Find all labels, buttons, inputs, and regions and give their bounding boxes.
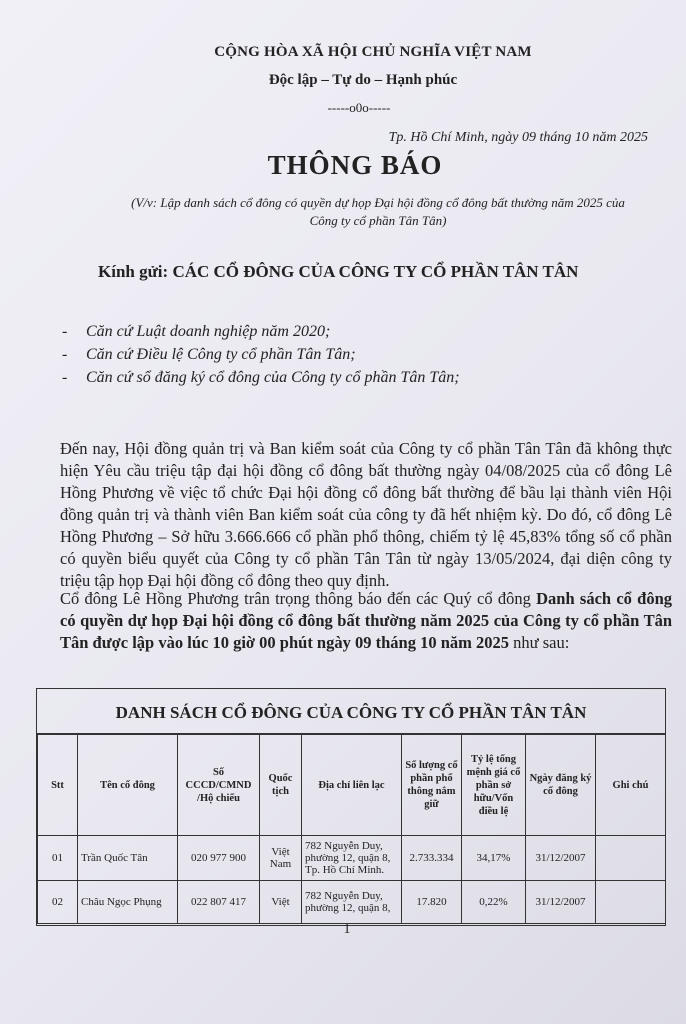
- paragraph2-intro: Cổ đông Lê Hồng Phương trân trọng thông báo đến các Quý cổ đông: [60, 589, 537, 608]
- document-title: THÔNG BÁO: [267, 150, 443, 180]
- cell-nationality: Việt: [260, 881, 302, 924]
- national-title: CỘNG HÒA XÃ HỘI CHỦ NGHĨA VIỆT NAM: [214, 44, 532, 60]
- col-header-stt: Stt: [38, 735, 78, 836]
- col-header-name: Tên cổ đông: [78, 735, 178, 836]
- cell-ratio: 34,17%: [462, 836, 526, 881]
- shareholder-table-container: [36, 688, 666, 926]
- shareholder-table: [37, 734, 666, 924]
- greeting-line: Kính gửi: CÁC CỔ ĐÔNG CỦA CÔNG TY CỔ PHẦN TÂN TÂN: [98, 262, 579, 281]
- cell-reg-date: 31/12/2007: [526, 881, 596, 924]
- cell-address: 782 Nguyễn Duy, phường 12, quận 8,: [302, 881, 402, 924]
- cell-id: 020 977 900: [178, 836, 260, 881]
- body-paragraph-2: [60, 588, 672, 654]
- cell-name: Châu Ngọc Phụng: [78, 881, 178, 924]
- paragraph2-bold: Danh sách cổ đông có quyền dự họp Đại hội đồng cổ đông bất thường năm 2025 của Công ty cổ phần Tân Tân được lập vào lúc 10 giờ 00 phút ngày 09 tháng 10 năm 2025: [60, 589, 672, 652]
- cell-shares: 2.733.334: [402, 836, 462, 881]
- table-header-row: [38, 735, 666, 836]
- col-header-id: Số CCCD/CMND /Hộ chiếu: [178, 735, 260, 836]
- cell-address: 782 Nguyễn Duy, phường 12, quận 8, Tp. Hồ Chí Minh.: [302, 836, 402, 881]
- cell-id: 022 807 417: [178, 881, 260, 924]
- cell-reg-date: 31/12/2007: [526, 836, 596, 881]
- table-row: [38, 881, 666, 924]
- paragraph2-outro: như sau:: [509, 633, 570, 652]
- col-header-shares: Số lượng cổ phần phổ thông nắm giữ: [402, 735, 462, 836]
- date-line: Tp. Hồ Chí Minh, ngày 09 tháng 10 năm 2025: [388, 130, 648, 145]
- cell-nationality: Việt Nam: [260, 836, 302, 881]
- cell-shares: 17.820: [402, 881, 462, 924]
- cell-note: [596, 836, 666, 881]
- national-motto: Độc lập – Tự do – Hạnh phúc: [268, 72, 458, 88]
- col-header-reg-date: Ngày đăng ký cổ đông: [526, 735, 596, 836]
- legal-basis-item: - Căn cứ sổ đăng ký cổ đông của Công ty cổ phần Tân Tân;: [62, 369, 460, 386]
- col-header-address: Địa chỉ liên lạc: [302, 735, 402, 836]
- page-number: 1: [343, 922, 351, 937]
- legal-basis-item: - Căn cứ Điều lệ Công ty cổ phần Tân Tân;: [62, 346, 356, 363]
- cell-note: [596, 881, 666, 924]
- cell-stt: 02: [38, 881, 78, 924]
- header-separator: -----o0o-----: [327, 100, 391, 115]
- document-subject: (V/v: Lập danh sách cổ đông có quyền dự họp Đại hội đồng cổ đông bất thường năm 2025 của Công ty cổ phần Tân Tân): [131, 195, 625, 228]
- cell-ratio: 0,22%: [462, 881, 526, 924]
- col-header-note: Ghi chú: [596, 735, 666, 836]
- table-row: [38, 836, 666, 881]
- table-title: DANH SÁCH CỔ ĐÔNG CỦA CÔNG TY CỔ PHẦN TÂN TÂN: [37, 689, 665, 734]
- col-header-nationality: Quốc tịch: [260, 735, 302, 836]
- cell-name: Trần Quốc Tân: [78, 836, 178, 881]
- cell-stt: 01: [38, 836, 78, 881]
- body-paragraph-1: Đến nay, Hội đồng quản trị và Ban kiểm soát của Công ty cổ phần Tân Tân đã không thực hiện Yêu cầu triệu tập đại hội đồng cổ đông bất thường ngày 04/08/2025 của cổ đông Lê Hồng Phương về việc tổ chức Đại hội đồng cổ đông bất thường để bầu lại thành viên Hội đồng quản trị và thành viên Ban kiểm soát của công ty đã hết nhiệm kỳ. Do đó, cổ đông Lê Hồng Phương – Sở hữu 3.666.666 cổ phần phổ thông, chiếm tỷ lệ 45,83% tổng số cổ phần có quyền biểu quyết của Công ty cổ phần Tân Tân từ ngày 13/05/2024, đại diện công ty triệu tập họp Đại hội đồng cổ đông theo quy định.: [60, 439, 672, 590]
- legal-bases-list: [62, 320, 460, 389]
- legal-basis-item: - Căn cứ Luật doanh nghiệp năm 2020;: [62, 323, 331, 340]
- col-header-ratio: Tỷ lệ tổng mệnh giá cổ phần sở hữu/Vốn điều lệ: [462, 735, 526, 836]
